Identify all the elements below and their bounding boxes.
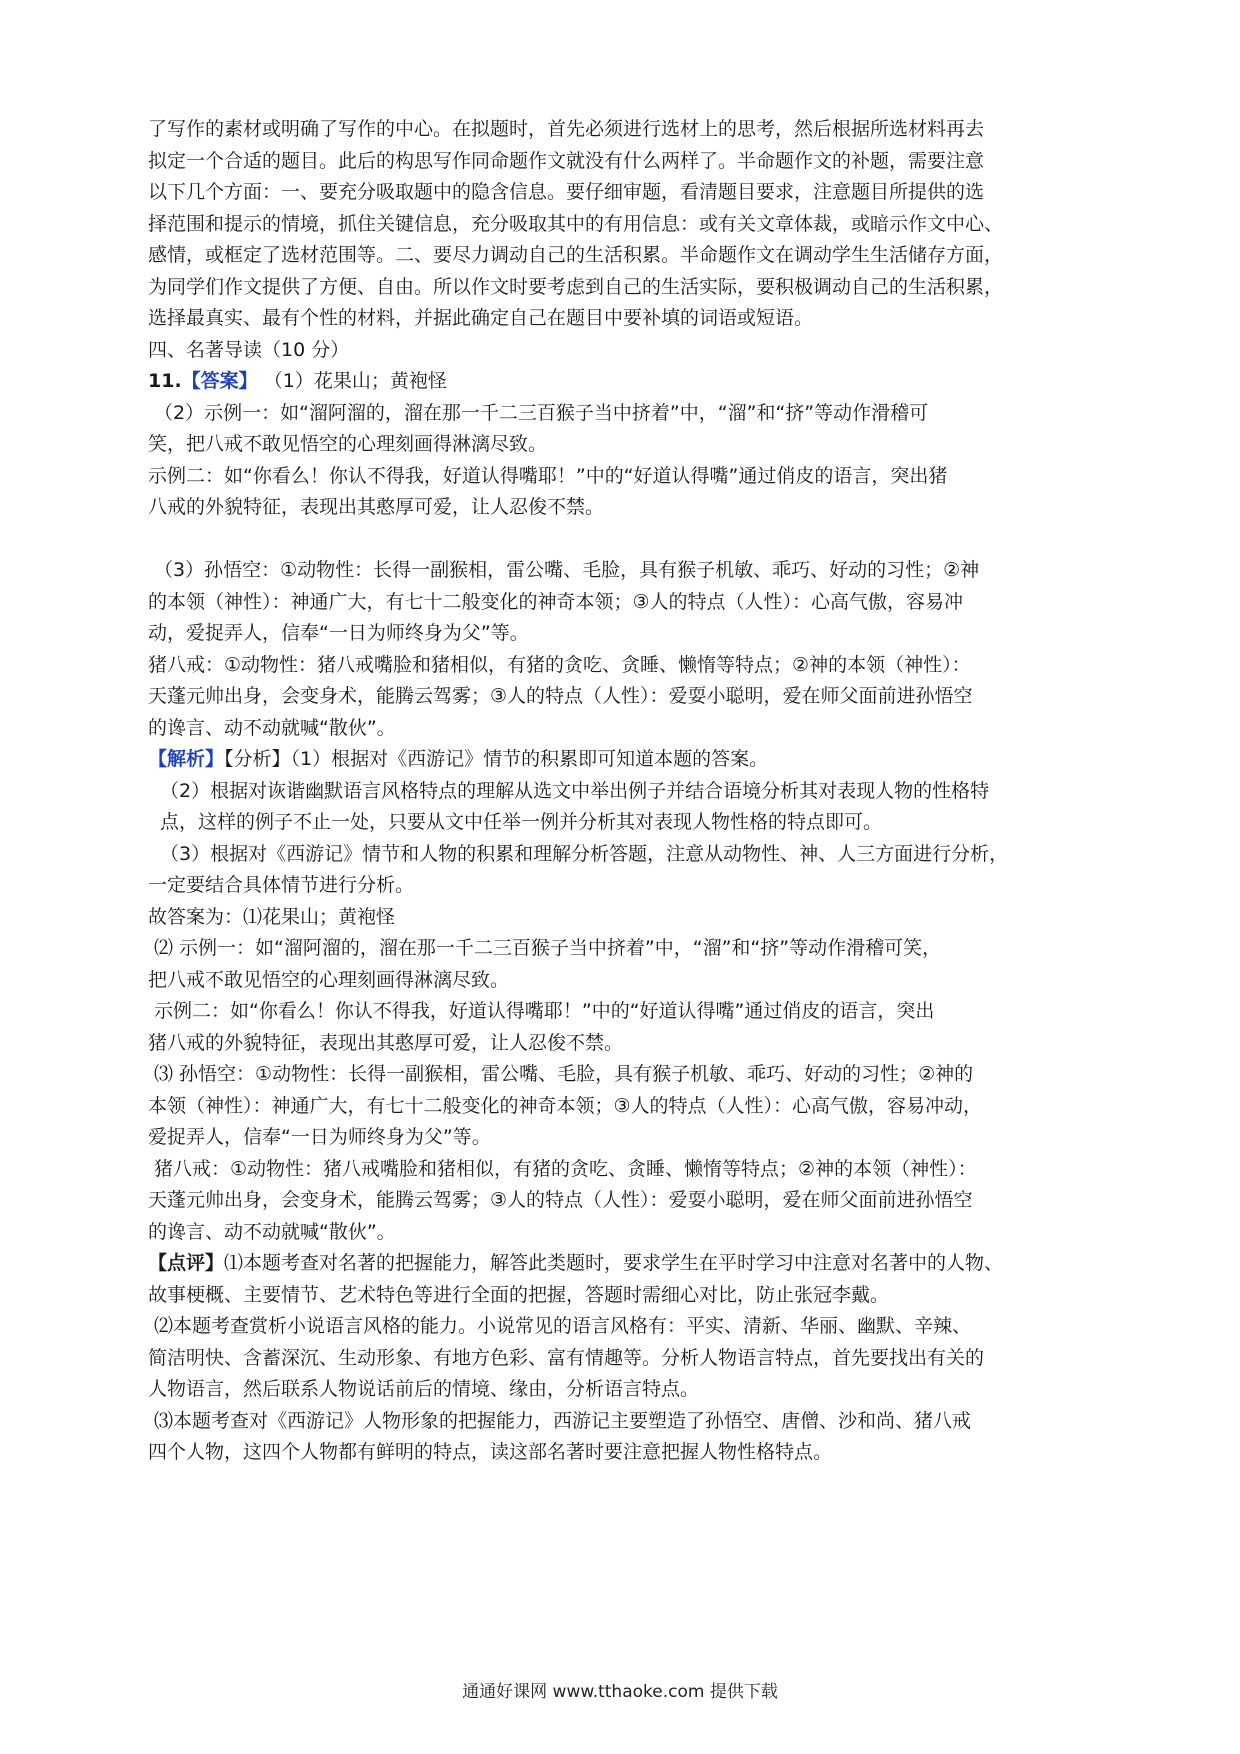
analysis-text: 【分析】（1）根据对《西游记》情节的积累即可知道本题的答案。 [224,748,769,770]
text-line: 了写作的素材或明确了写作的中心。在拟题时，首先必须进行选材上的思考，然后根据所选材料再去 [148,118,985,140]
text-line: （2）示例一：如“溜阿溜的，溜在那一千二三百猴子当中挤着”中，“溜”和“挤”等动作滑稽可 [154,401,929,424]
text-line: 天蓬元帅出身，会变身术，能腾云驾雾；③人的特点（人性）：爱耍小聪明，爱在师父面前进孙悟空 [148,685,973,707]
question-11-answer-line [148,366,1103,398]
text-line: 选择最真实、最有个性的材料，并据此确定自己在题目中要补填的词语或短语。 [148,307,814,329]
text-line: （3）孙悟空：①动物性：长得一副猴相，雷公嘴、毛脸，具有猴子机敏、乖巧、好动的习性；②神 [154,559,980,581]
analysis-tag: 【解析】 [148,748,225,770]
text-line: 择范围和提示的情境，抓住关键信息，充分吸取其中的有用信息：或有关文章体裁，或暗示作文中心、 [148,212,1004,235]
answer-block-a [148,398,1103,524]
essay-paragraph [148,114,1103,335]
text-line: 简洁明快、含蓄深沉、生动形象、有地方色彩、富有情趣等。分析人物语言特点，首先要找出有关的 [148,1346,985,1369]
comment-text: ⑴本题考查对名著的把握能力，解答此类题时，要求学生在平时学习中注意对名著中的人物、 [224,1252,1004,1274]
text-line: 故答案为：⑴花果山；黄袍怪 [148,905,396,928]
text-line: 人物语言，然后联系人物说话前后的情境、缘由，分析语言特点。 [148,1378,700,1400]
comment-block [148,1280,1103,1469]
text-line: 四个人物，这四个人物都有鲜明的特点，读这部名著时要注意把握人物性格特点。 [148,1441,833,1463]
text-line: 示例二：如“你看么！你认不得我，好道认得嘴耶！”中的“好道认得嘴”通过俏皮的语言，突出猪 [148,464,948,487]
text-line: 点，这样的例子不止一处，只要从文中任举一例并分析其对表现人物性格的特点即可。 [160,811,883,833]
text-line: 示例二：如“你看么！你认不得我，好道认得嘴耶！”中的“好道认得嘴”通过俏皮的语言，突出 [154,1000,935,1022]
analysis-block [148,776,1103,1249]
text-line: 猪八戒的外貌特征，表现出其憨厚可爱，让人忍俊不禁。 [148,1031,624,1054]
text-line: 笑，把八戒不敢见悟空的心理刻画得淋漓尽致。 [148,433,548,455]
text-line: 本领（神性）：神通广大，有七十二般变化的神奇本领；③人的特点（人性）：心高气傲，容易冲动， [148,1094,983,1117]
text-line: （2）根据对诙谐幽默语言风格特点的理解从选文中举出例子并结合语境分析其对表现人物的性格特 [160,779,990,802]
text-line: 动，爱捉弄人，信奉“一日为师终身为父”等。 [148,622,529,644]
text-line: 为同学们作文提供了方便、自由。所以作文时要考虑到自己的生活实际，要积极调动自己的生活积累， [148,275,1004,298]
comment-line [148,1248,1103,1280]
text-line: 的本领（神性）：神通广大，有七十二般变化的神奇本领；③人的特点（人性）：心高气傲，容易冲 [148,590,964,613]
text-line: 感情，或框定了选材范围等。二、要尽力调动自己的生活积累。半命题作文在调动学生生活储存方面， [148,244,1004,266]
answer-text: （1）花果山；黄袍怪 [257,370,447,392]
answer-tag: 【答案】 [181,370,258,392]
answer-block-b [148,555,1103,744]
text-line: 八戒的外貌特征，表现出其憨厚可爱，让人忍俊不禁。 [148,496,605,518]
text-line: ⑶ 孙悟空：①动物性：长得一副猴相，雷公嘴、毛脸，具有猴子机敏、乖巧、好动的习性；②神的 [154,1063,974,1085]
text-line: 爱捉弄人，信奉“一日为师终身为父”等。 [148,1126,491,1148]
page-footer: 通通好课网 www.tthaoke.com 提供下载 [462,1682,778,1702]
text-line: ⑵ 示例一：如“溜阿溜的，溜在那一千二三百猴子当中挤着”中，“溜”和“挤”等动作滑稽可笑， [154,937,942,959]
text-line: 故事梗概、主要情节、艺术特色等进行全面的把握，答题时需细心对比，防止张冠李戴。 [148,1283,890,1306]
text-line: 猪八戒：①动物性：猪八戒嘴脸和猪相似，有猪的贪吃、贪睡、懒惰等特点；②神的本领（神性）： [148,653,971,676]
text-line: 以下几个方面：一、要充分吸取题中的隐含信息。要仔细审题，看清题目要求，注意题目所提供的选 [148,181,985,203]
question-number: 11. [148,370,182,392]
text-line: 把八戒不敢见悟空的心理刻画得淋漓尽致。 [148,968,510,991]
text-line: ⑶本题考查对《西游记》人物形象的把握能力，西游记主要塑造了孙悟空、唐僧、沙和尚、猪八戒 [154,1409,972,1432]
text-line: 一定要结合具体情节进行分析。 [148,874,415,896]
text-line: 的谗言、动不动就喊“散伙”。 [148,1220,396,1243]
document-body [148,114,1103,1469]
comment-tag: 【点评】 [148,1252,225,1274]
analysis-line [148,744,1103,776]
blank-line [148,524,1103,556]
text-line: 的谗言、动不动就喊“散伙”。 [148,716,396,739]
text-line: 猪八戒：①动物性：猪八戒嘴脸和猪相似，有猪的贪吃、贪睡、懒惰等特点；②神的本领（神性）： [154,1157,977,1180]
text-line: （3）根据对《西游记》情节和人物的积累和理解分析答题，注意从动物性、神、人三方面进行分析， [160,842,1009,865]
text-line: 拟定一个合适的题目。此后的构思写作同命题作文就没有什么两样了。半命题作文的补题，需要注意 [148,149,985,172]
section-heading: 四、名著导读（10 分） [148,338,350,361]
text-line: 天蓬元帅出身，会变身术，能腾云驾雾；③人的特点（人性）：爱耍小聪明，爱在师父面前进孙悟空 [148,1189,973,1211]
text-line: ⑵本题考查赏析小说语言风格的能力。小说常见的语言风格有：平实、清新、华丽、幽默、辛辣、 [154,1315,972,1337]
